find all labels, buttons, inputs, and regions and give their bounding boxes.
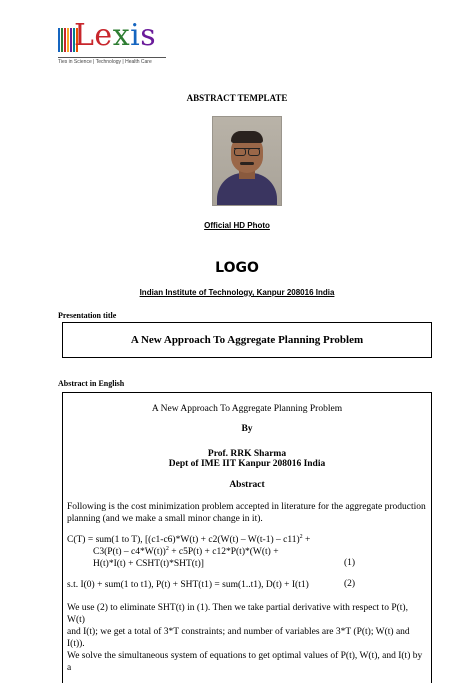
author-name: Prof. RRK Sharma: [207, 449, 287, 459]
text-line: We solve the simultaneous system of equations to get optimal values of P(t), W(t), and I(t) by a: [67, 651, 423, 673]
brand-tagline: Ties in Science | Technology | Health Care: [58, 59, 152, 65]
photo-caption: Official HD Photo: [204, 221, 270, 230]
brand-name-part: Le: [74, 18, 113, 53]
text-line: We use (2) to eliminate SHT(t) in (1). Then we take partial derivative with respect to P(t), W(t): [67, 603, 408, 625]
text-line: Following is the cost minimization problem accepted in literature for the aggregate production: [67, 502, 426, 512]
text-line: planning (and we make a small minor change in it).: [67, 514, 263, 524]
logo-placeholder: LOGO: [215, 260, 259, 276]
equation-text: C3(P(t) – c4*W(t)): [93, 547, 166, 557]
equation-2: s.t. I(0) + sum(1 to t1), P(t) + SHT(t1) = sum(1..t1), D(t) + I(t1): [67, 580, 309, 590]
text-line: and I(t); we get a total of 3*T constraints; and number of variables are 3*T (P(t); W(t) and I(t)).: [67, 627, 410, 649]
presentation-title: A New Approach To Aggregate Planning Problem: [130, 334, 364, 346]
presentation-title-box: [62, 322, 432, 358]
abstract-box: [62, 392, 432, 683]
equation-line: [67, 546, 427, 558]
equation-1: [67, 534, 427, 570]
institute-name: Indian Institute of Technology, Kanpur 208016 India: [139, 288, 335, 297]
equation-line: H(t)*I(t) + CSHT(t)*SHT(t)]: [93, 559, 204, 569]
equation-text: + c5P(t) + c12*P(t)*(W(t) +: [168, 547, 279, 557]
equation-text: +: [302, 535, 311, 545]
brand-bar: [64, 28, 66, 52]
brand-name-part: x: [112, 18, 131, 53]
author-dept: Dept of IME IIT Kanpur 208016 India: [168, 459, 326, 469]
superscript: 2: [299, 533, 303, 540]
abstract-paragraph: [67, 602, 427, 674]
brand-bar: [58, 28, 60, 52]
equation-line: [67, 534, 427, 546]
abstract-title: A New Approach To Aggregate Planning Problem: [151, 404, 343, 414]
abstract-label: Abstract in English: [58, 379, 125, 388]
page-heading: ABSTRACT TEMPLATE: [186, 93, 288, 103]
brand-bar: [61, 28, 63, 52]
profile-photo: [212, 116, 282, 206]
abstract-paragraph: [67, 501, 427, 525]
brand-name-part: s: [140, 18, 157, 53]
brand-name-part: i: [130, 18, 141, 53]
abstract-section-heading: Abstract: [229, 480, 265, 490]
equation-number: (2): [344, 579, 356, 589]
brand-logo: [58, 18, 178, 68]
brand-bar: [70, 28, 72, 52]
presentation-title-label: Presentation title: [58, 311, 117, 320]
brand-name: [74, 18, 156, 53]
superscript: 2: [165, 545, 169, 552]
equation-text: C(T) = sum(1 to T), [(c1-c6)*W(t) + c2(W(t) – W(t-1) – c11): [67, 535, 300, 545]
equation-number: (1): [344, 558, 356, 568]
brand-divider: [58, 57, 166, 58]
abstract-by: By: [241, 424, 253, 434]
brand-bar: [67, 28, 69, 52]
